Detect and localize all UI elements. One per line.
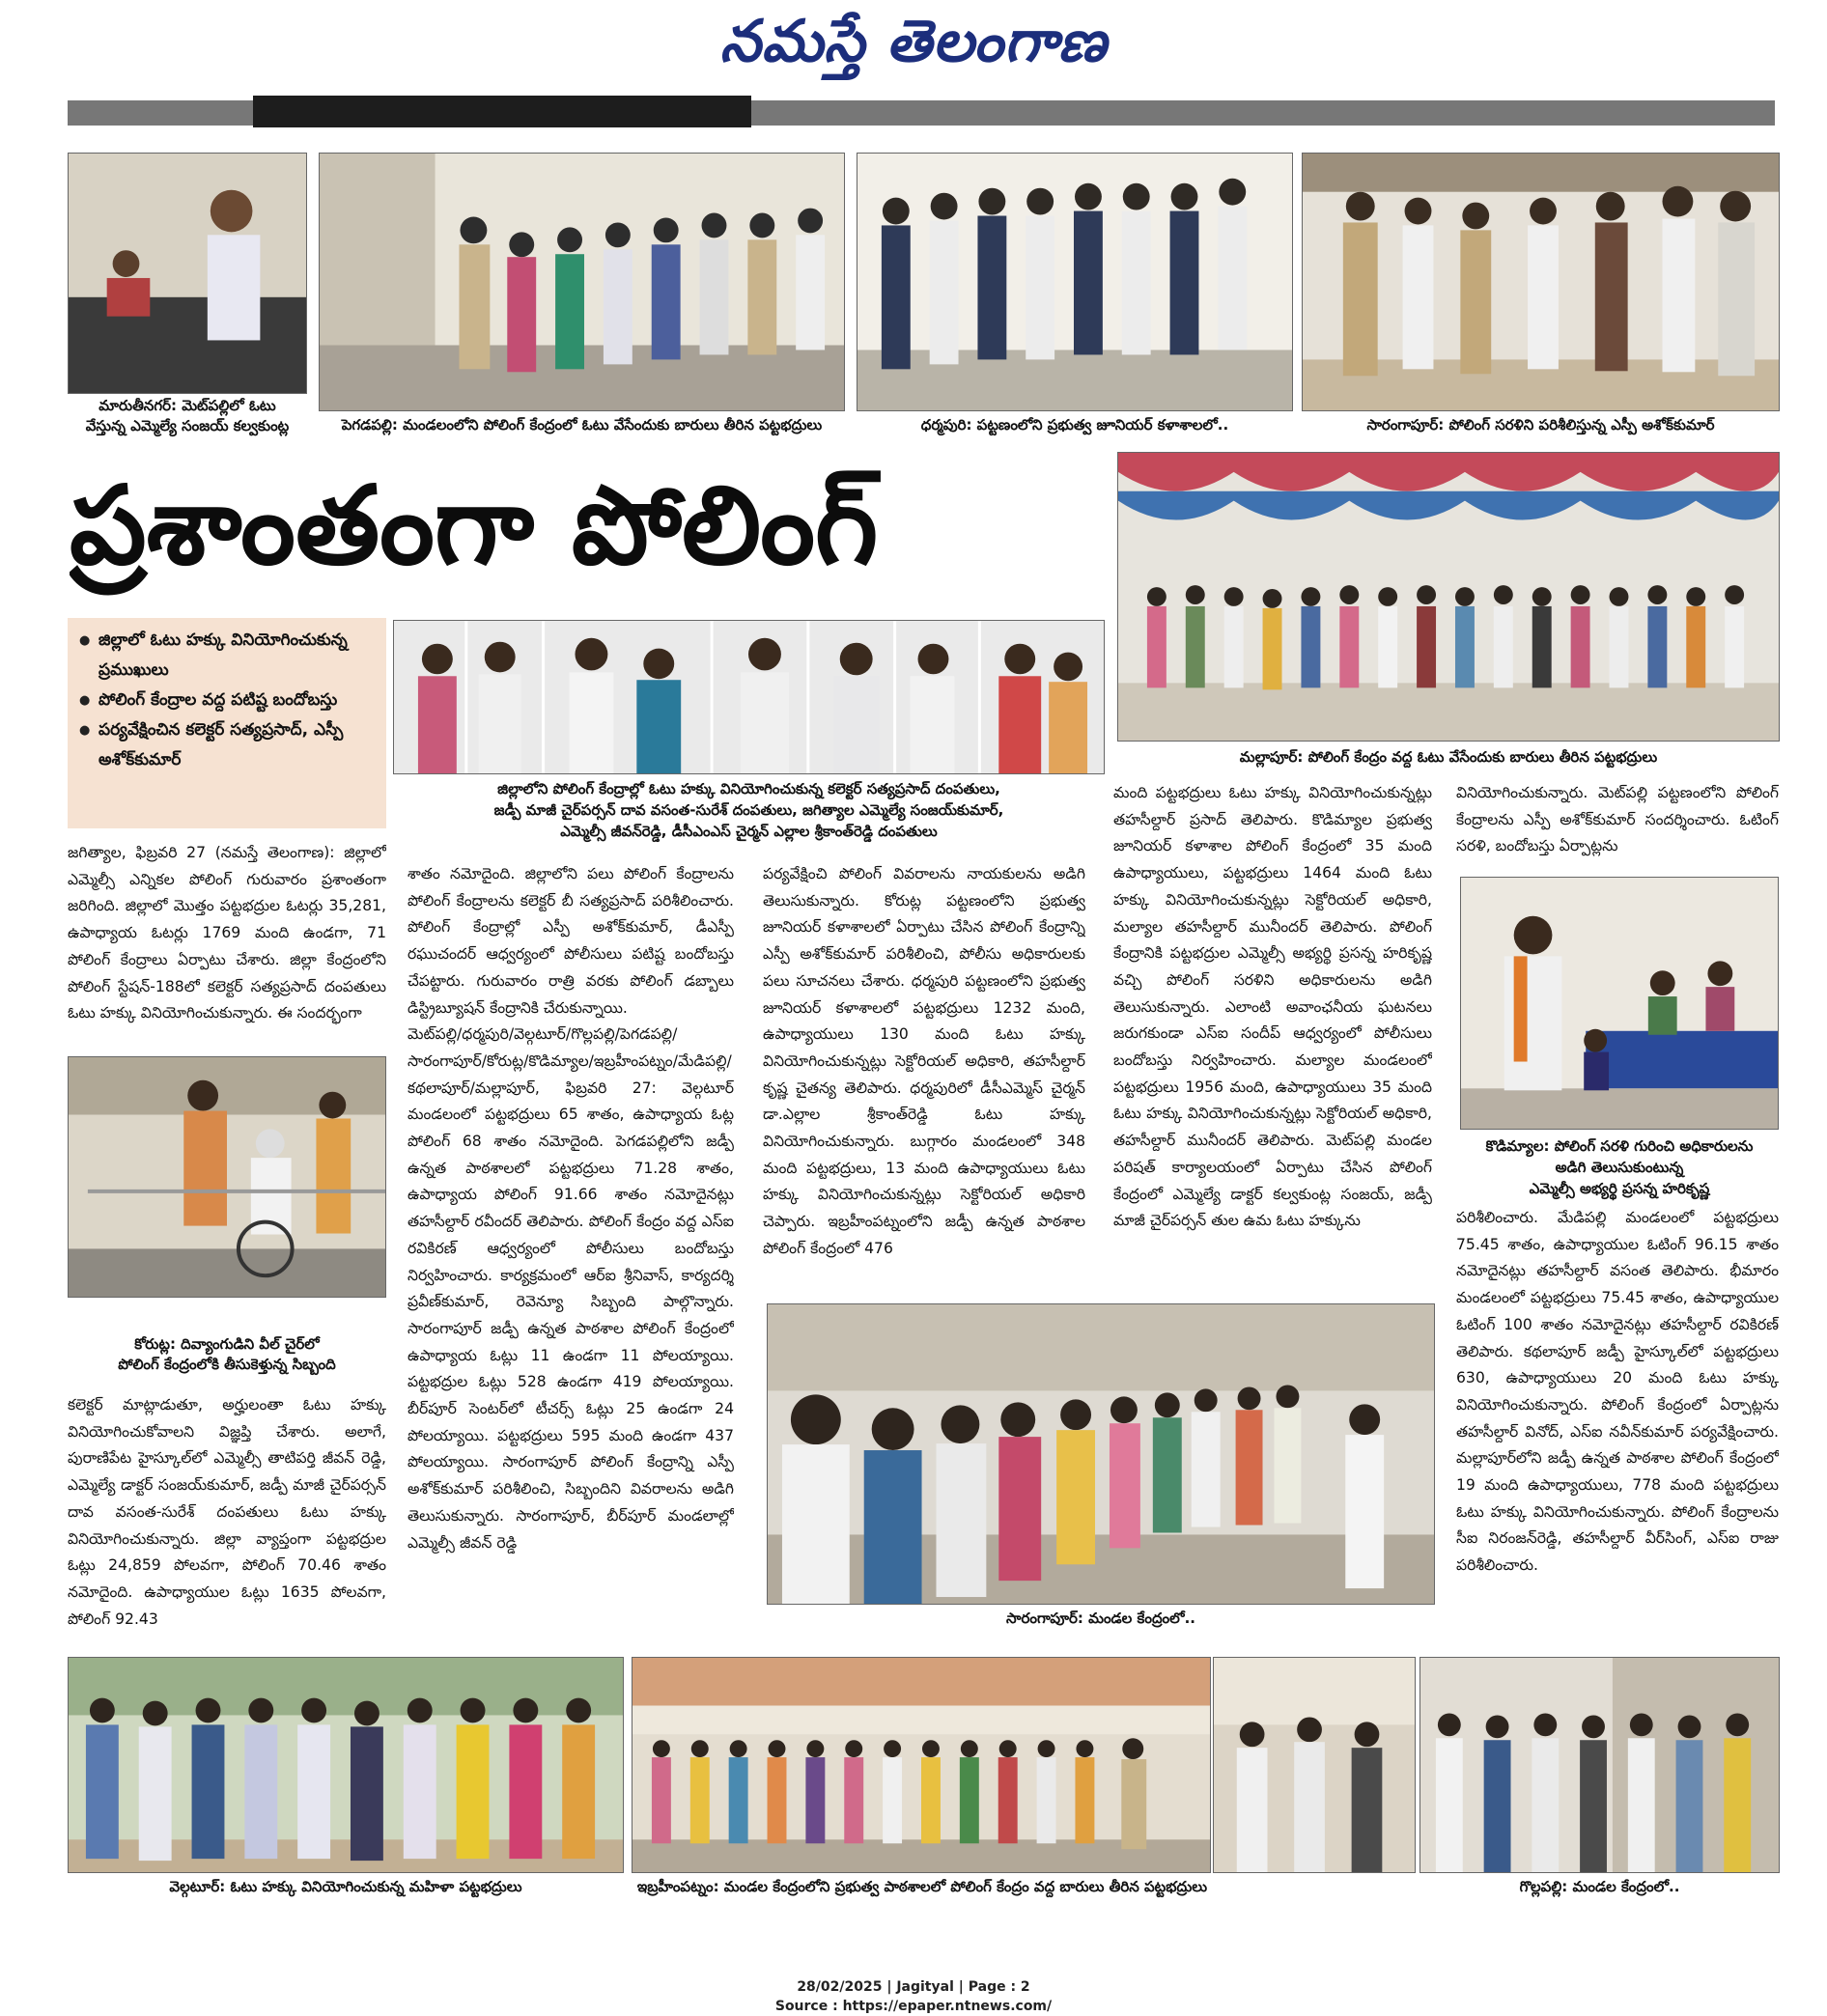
photo-sarangapur-mandal: [767, 1303, 1435, 1605]
article-col3: పర్యవేక్షించి పోలింగ్ వివరాలను నాయకులను అడిగి తెలుసుకున్నారు. కోరుట్ల పట్టణంలోని ప్రభుత్వ జూనియర్ కళాశాలలో ఏర్పాటు చేసిన పోలింగ్ కేంద్రాన్ని ఎస్పీ అశోక్‌కుమార్ పరిశీలించి, పోలీసు అధికారులకు పలు సూచనలు చేశారు. ధర్మపురి పట్టణంలోని ప్రభుత్వ జూనియర్ కళాశాలలో పట్టభద్రులు 1232 మంది, ఉపాధ్యాయులు 130 మంది ఓటు హక్కు వినియోగించుకున్నట్లు సెక్టోరియల్ అధికారి, తహసీల్దార్ కృష్ణ చైతన్య తెలిపారు. ధర్మపురిలో డీసీఎమ్మెస్ చైర్మన్ డా.ఎల్లాల శ్రీకాంత్‌రెడ్డి ఓటు హక్కు వినియోగించుకున్నారు. బుగ్గారం మండలంలో 348 మంది పట్టభద్రులు, 13 మంది ఉపాధ్యాయులు ఓటు హక్కు వినియోగించుకున్నట్లు సెక్టోరియల్ అధికారి చెప్పారు. ఇబ్రహీంపట్నంలోని జడ్పీ ఉన్నత పాఠశాల పోలింగ్ కేంద్రంలో 476: [763, 865, 1085, 1257]
photo-sarangapur-sp: [1302, 153, 1780, 411]
article-col5-top: వినియోగించుకున్నారు. మెట్‌పల్లి పట్టణంలోని పోలింగ్ కేంద్రాలను ఎస్పీ అశోక్‌కుమార్ సందర్శించారు. ఓటింగ్ సరళి, బందోబస్తు ఏర్పాట్లను: [1456, 784, 1779, 855]
photo-mallapur: [1117, 452, 1780, 742]
masthead: [0, 0, 1827, 85]
article-col2: శాతం నమోదైంది. జిల్లాలోని పలు పోలింగ్ కేంద్రాలను పోలింగ్ కేంద్రాలను కలెక్టర్ బీ సత్యప్రసాద్ పరిశీలించారు. పోలింగ్ కేంద్రాల్లో ఎస్పీ అశోక్‌కుమార్, డీఎస్పీ రఘుచందర్ ఆధ్వర్యంలో పోలీసులు పటిష్ట బందోబస్తు చేపట్టారు. గురువారం రాత్రి వరకు పోలింగ్ డబ్బాలు డిస్ట్రిబ్యూషన్ కేంద్రానికి చేరుకున్నాయి. మెట్‌పల్లి/ధర్మపురి/వెల్గటూర్/గొల్లపల్లి/పెగడపల్లి/సారంగాపూర్/కోరుట్ల/కొడిమ్యాల/ఇబ్రహీంపట్నం/మేడిపల్లి/కథలాపూర్/మల్లాపూర్, ఫిబ్రవరి 27: వెల్గటూర్ మండలంలో పట్టభద్రులు 65 శాతం, ఉపాధ్యాయ ఓట్ల పోలింగ్ 68 శాతం నమోదైంది. పెగడపల్లిలోని జడ్పీ ఉన్నత పాఠశాలలో పట్టభద్రులు 71.28 శాతం, ఉపాధ్యాయ పోలింగ్ 91.66 శాతం నమోదైనట్లు తహసీల్దార్ రవీందర్ తెలిపారు. పోలింగ్ కేంద్రం వద్ద ఎస్ఐ రవికిరణ్ ఆధ్వర్యంలో పోలీసులు బందోబస్తు నిర్వహించారు. కార్యక్రమంలో ఆర్ఐ శ్రీనివాస్, కార్యదర్శి ప్రవీణ్‌కుమార్, రెవెన్యూ సిబ్బంది పాల్గొన్నారు. సారంగాపూర్ జడ్పీ ఉన్నత పాఠశాల పోలింగ్ కేంద్రంలో ఉపాధ్యాయ ఓట్లు 11 ఉండగా 11 పోలయ్యాయి. పట్టభద్రుల ఓట్లు 528 ఉండగా 419 పోలయ్యాయి. బీర్‌పూర్ సెంటర్‌లో టీచర్స్ ఓట్లు 25 ఉండగా 24 పోలయ్యాయి. పట్టభద్రులు 595 మంది ఉండగా 437 పోలయ్యాయి. సారంగాపూర్ పోలింగ్ కేంద్రాన్ని ఎస్పీ అశోక్‌కుమార్ పరిశీలించి, సిబ్బందిని వివరాలను అడిగి తెలుసుకున్నారు. సారంగాపూర్, బీర్‌పూర్ మండలాల్లో ఎమ్మెల్సీ జీవన్ రెడ్డి: [408, 865, 734, 1552]
photo-velgatur: [68, 1657, 624, 1873]
photo-pegadapalli-caption: పెగడపల్లి: మండలంలోని పోలింగ్ కేంద్రంలో ఓటు వేసేందుకు బారులు తీరిన పట్టభద్రులు: [341, 416, 823, 434]
article-col1-bottom: కలెక్టర్ మాట్లాడుతూ, అర్హులంతా ఓటు హక్కు వినియోగించుకోవాలని విజ్ఞప్తి చేశారు. అలాగే, పురాణిపేట హైస్కూల్‌లో ఎమ్మెల్సీ తాటిపర్తి జీవన్ రెడ్డి, ఎమ్మెల్యే డాక్టర్ సంజయ్‌కుమార్, జడ్పీ మాజీ చైర్‌పర్సన్ దావ వసంత-సురేశ్ దంపతులు ఓటు హక్కు వినియోగించుకున్నారు. జిల్లా వ్యాప్తంగా పట్టభద్రుల ఓట్లు 24,859 పోలవగా, పోలింగ్ 70.46 శాతం నమోదైంది. ఉపాధ్యాయుల ఓట్లు 1635 పోలవగా, పోలింగ్ 92.43: [68, 1396, 386, 1628]
header-rule-grey: [751, 100, 1775, 126]
photo-ibrahimpatnam: [632, 1657, 1211, 1873]
page-footer: [0, 1977, 1827, 2016]
photo-gollapalli-2: [1419, 1657, 1780, 1873]
photo-dharmapuri-caption: ధర్మపురి: పట్టణంలోని ప్రభుత్వ జూనియర్ కళాశాలలో..: [920, 416, 1229, 434]
photo-maruthinagar-caption: మారుతీనగర్: మెట్‌పల్లిలో ఓటు వేస్తున్న ఎమ్మెల్యే సంజయ్ కల్వకుంట్ల: [85, 397, 290, 434]
photo-sarangapur-mandal-caption: సారంగాపూర్: మండల కేంద్రంలో..: [1006, 1610, 1195, 1627]
photo-pegadapalli: [319, 153, 845, 411]
photo-dignitaries: [393, 620, 1105, 774]
photo-gollapalli-caption: గొల్లపల్లి: మండల కేంద్రంలో..: [1519, 1878, 1680, 1895]
header-rule-black: [253, 96, 751, 127]
photo-velgatur-caption: వెల్గటూర్: ఓటు హక్కు వినియోగించుకున్న మహిళా పట్టభద్రులు: [169, 1878, 522, 1895]
highlights-box: [68, 618, 386, 828]
photo-mallapur-caption: మల్లాపూర్: పోలింగ్ కేంద్రం వద్ద ఓటు వేసేందుకు బారులు తీరిన పట్టభద్రులు: [1239, 748, 1658, 766]
photo-kodimyala: [1460, 877, 1779, 1130]
header-rule-left: [68, 100, 253, 126]
highlight-item: ● పోలింగ్ కేంద్రాల వద్ద పటిష్ట బందోబస్తు: [77, 686, 379, 715]
article-col5-bottom: పరిశీలించారు. మేడిపల్లి మండలంలో పట్టభద్రులు 75.45 శాతం, ఉపాధ్యాయుల ఓటింగ్ 96.15 శాతం నమోదైనట్లు తహసీల్దార్ వసంత తెలిపారు. భీమారం మండలంలో పట్టభద్రులు 75.45 శాతం, ఉపాధ్యాయుల ఓటింగ్ 100 శాతం నమోదైనట్లు తహసీల్దార్ రవికిరణ్ తెలిపారు. కథలాపూర్ జడ్పీ హైస్కూల్‌లో పట్టభద్రులు 630, ఉపాధ్యాయులు 20 మంది ఓటు హక్కు వినియోగించుకున్నారు. పోలింగ్ కేంద్రంలో ఏర్పాట్లను తహసీల్దార్ వినోద్, ఎస్ఐ నవీన్‌కుమార్ పర్యవేక్షించారు. మల్లాపూర్‌లోని జడ్పీ ఉన్నత పాఠశాల పోలింగ్ కేంద్రంలో 19 మంది ఉపాధ్యాయులు, 778 మంది పట్టభద్రులు ఓటు హక్కు వినియోగించుకున్నారు. పోలింగ్ కేంద్రాలను సీఐ నిరంజన్‌రెడ్డి, తహసీల్దార్ వీర్‌సింగ్, ఎస్ఐ రాజు పరిశీలించారు.: [1456, 1209, 1779, 1575]
article-col4: మంది పట్టభద్రులు ఓటు హక్కు వినియోగించుకున్నట్లు తహసీల్దార్ ప్రసాద్ తెలిపారు. కొడిమ్యాల ప్రభుత్వ జూనియర్ కళాశాల పోలింగ్ కేంద్రంలో 35 మంది ఉపాధ్యాయులు, పట్టభద్రులు 1464 మంది ఓటు హక్కు వినియోగించుకున్నట్లు సెక్టోరియల్ అధికారి, మల్యాల తహసీల్దార్ మునీందర్ తెలిపారు. పోలింగ్ కేంద్రానికి పట్టభద్రుల ఎమ్మెల్సీ అభ్యర్థి ప్రసన్న హరికృష్ణ వచ్చి పోలింగ్ సరళిని అధికారులను అడిగి తెలుసుకున్నారు. ఎలాంటి అవాంఛనీయ ఘటనలు జరుగకుండా ఎస్ఐ సందీప్ ఆధ్వర్యంలో పోలీసులు బందోబస్తు నిర్వహించారు. మల్యాల మండలంలో పట్టభద్రులు 1956 మంది, ఉపాధ్యాయులు 35 మంది ఓటు హక్కు వినియోగించుకున్నట్లు సెక్టోరియల్ అధికారి, తహసీల్దార్ మునీందర్ తెలిపారు. మెట్‌పల్లి మండల పరిషత్ కార్యాలయంలో ఏర్పాటు చేసిన పోలింగ్ కేంద్రంలో ఎమ్మెల్యే డాక్టర్ కల్వకుంట్ల సంజయ్, జడ్పీ మాజీ చైర్‌పర్సన్ తుల ఉమ ఓటు హక్కును: [1113, 784, 1432, 1230]
photo-dharmapuri: [857, 153, 1293, 411]
photo-gollapalli: [1213, 1657, 1416, 1873]
highlight-item: ● జిల్లాలో ఓటు హక్కు వినియోగించుకున్న ప్రముఖులు: [77, 626, 379, 686]
masthead-logo: నమస్తే తెలంగాణ: [719, 8, 1108, 75]
photo-sarangapur-sp-caption: సారంగాపూర్: పోలింగ్ సరళిని పరిశీలిస్తున్న ఎస్పీ అశోక్‌కుమార్: [1366, 416, 1715, 434]
photo-ibrahimpatnam-caption: ఇబ్రహీంపట్నం: మండల కేంద్రంలోని ప్రభుత్వ పాఠశాలలో పోలింగ్ కేంద్రం వద్ద బారులు తీరిన పట్టభద్రులు: [636, 1878, 1208, 1895]
photo-dignitaries-caption: జిల్లాలోని పోలింగ్ కేంద్రాల్లో ఓటు హక్కు వినియోగించుకున్న కలెక్టర్ సత్యప్రసాద్ దంపతులు, జడ్పీ మాజీ చైర్‌పర్సన్ దావ వసంత-సురేశ్ దంపతులు, జగిత్యాల ఎమ్మెల్యే సంజయ్‌కుమార్, ఎమ్మెల్సీ జీవన్‌రెడ్డి, డీసీఎంఎస్ చైర్మన్ ఎల్లాల శ్రీకాంత్‌రెడ్డి దంపతులు: [493, 780, 1004, 840]
photo-kodimyala-caption: కొడిమ్యాల: పోలింగ్ సరళి గురించి అధికారులను అడిగి తెలుసుకుంటున్న ఎమ్మెల్సీ అభ్యర్థి ప్రసన్న హరికృష్ణ: [1485, 1137, 1754, 1197]
photo-korutla: [68, 1056, 386, 1298]
footer-date-line: 28/02/2025 | Jagityal | Page : 2: [797, 1979, 1030, 1995]
headline: ప్రశాంతంగా పోలింగ్: [70, 462, 879, 589]
photo-maruthinagar: [68, 153, 307, 394]
photo-korutla-caption: కోరుట్ల: దివ్యాంగుడిని వీల్ చైర్‌లో పోలింగ్ కేంద్రంలోకి తీసుకెళ్తున్న సిబ్బంది: [118, 1335, 336, 1373]
article-col1-top: జగిత్యాల, ఫిబ్రవరి 27 (నమస్తే తెలంగాణ): జిల్లాలో ఎమ్మెల్సీ ఎన్నికల పోలింగ్ గురువారం ప్రశాంతంగా జరిగింది. జిల్లాలో మొత్తం పట్టభద్రుల ఓటర్లు 35,281, ఉపాధ్యాయ ఓటర్లు 1769 మంది ఉండగా, 71 పోలింగ్ కేంద్రాలు ఏర్పాటు చేశారు. జిల్లా కేంద్రంలోని పోలింగ్ స్టేషన్-188లో కలెక్టర్ సత్యప్రసాద్ దంపతులు ఓటు హక్కు వినియోగించుకున్నారు. ఈ సందర్భంగా: [68, 844, 386, 1022]
footer-source-line: Source : https://epaper.ntnews.com/: [774, 1999, 1053, 2014]
highlight-item: ● పర్యవేక్షించిన కలెక్టర్ సత్యప్రసాద్, ఎస్పీ అశోక్‌కుమార్: [77, 715, 379, 775]
